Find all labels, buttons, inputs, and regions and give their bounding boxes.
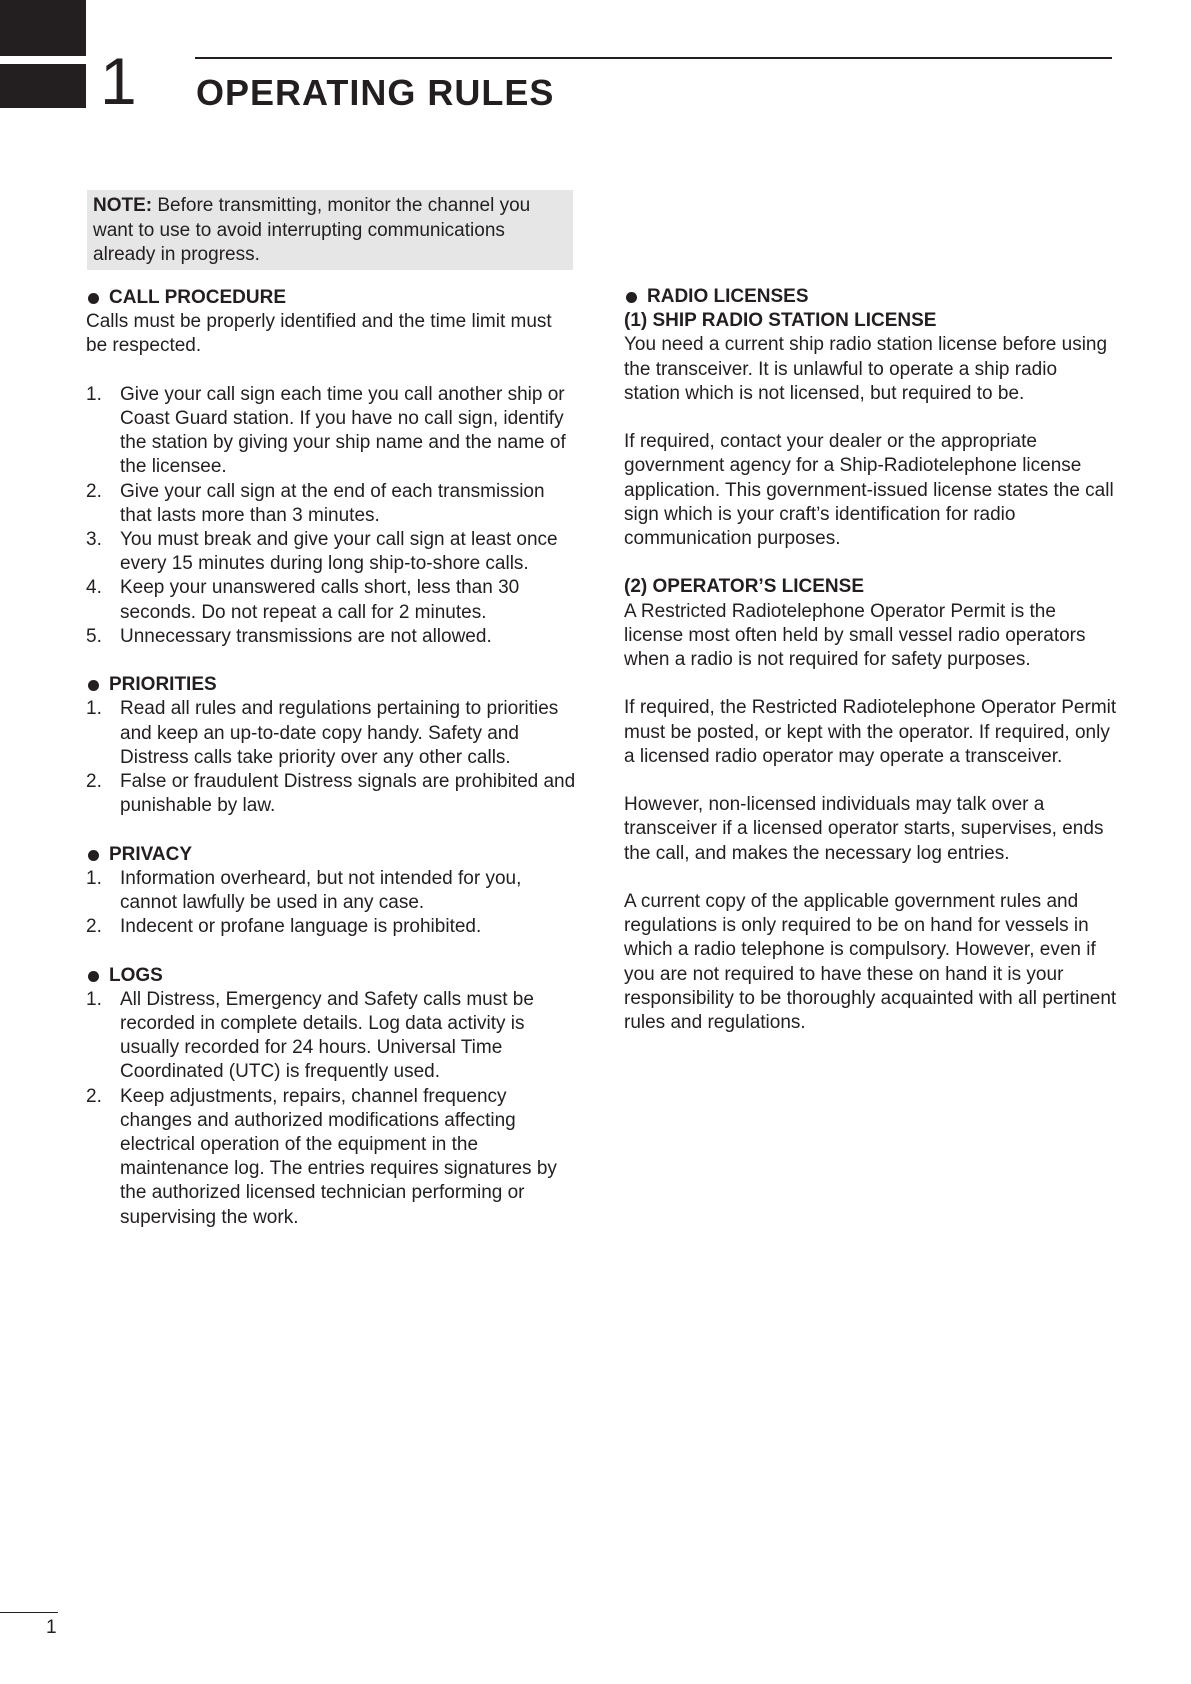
privacy-list [86,867,578,940]
call-procedure-list [86,383,578,649]
call-procedure-intro: Calls must be properly identified and the time limit must be respected. [86,311,552,357]
list-item: 2. Keep adjustments, repairs, channel frequency changes and authorized modifications affecting electrical operation of the equipment in the maintenance log. The entries requires signatures by the authorized licensed technician performing or supervising the work. [86,1085,557,1228]
paragraph: If required, contact your dealer or the appropriate government agency for a Ship-Radiotelephone license application. This government-issued license states the call sign which is your craft’s identification for radio communication purposes. [624,431,1114,550]
list-item: 2. Give your call sign at the end of each transmission that lasts more than 3 minutes. [86,480,545,526]
section-privacy [86,843,578,867]
paragraph: If required, the Restricted Radiotelephone Operator Permit must be posted, or kept with the operator. If required, only a licensed radio operator may operate a transceiver. [624,697,1117,767]
subsection-ship-license-title: (1) SHIP RADIO STATION LICENSE [624,310,937,332]
page-number: 1 [46,1617,57,1638]
section-call-procedure [86,286,578,310]
right-column [624,285,1118,1035]
section-priorities [86,673,578,697]
chapter-number: 1 [100,44,137,118]
section-title: LOGS [109,964,163,986]
list-item: 1. Give your call sign each time you call another ship or Coast Guard station. If you have no call sign, identify the station by giving your ship name and the name of the licensee. [86,383,566,478]
left-column [86,286,578,1230]
bullet-dot-icon [88,850,99,861]
page-title: OPERATING RULES [196,72,555,113]
bullet-dot-icon [626,292,637,303]
chapter-tab-top [0,0,86,56]
list-item: 4. Keep your unanswered calls short, less than 30 seconds. Do not repeat a call for 2 minutes. [86,577,520,623]
list-item: 2. False or fraudulent Distress signals are prohibited and punishable by law. [86,771,576,817]
list-item: 2. Indecent or profane language is prohibited. [86,916,482,938]
paragraph: A Restricted Radiotelephone Operator Permit is the license most often held by small vessel radio operators when a radio is not required for safety purposes. [624,600,1086,671]
note-box [87,190,573,270]
section-logs [86,964,578,988]
paragraph: However, non-licensed individuals may talk over a transceiver if a licensed operator starts, supervises, ends the call, and makes the necessary log entries. [624,794,1104,864]
list-item: 3. You must break and give your call sign at least once every 15 minutes during long ship-to-shore calls. [86,529,558,575]
section-title: PRIVACY [109,843,193,865]
priorities-list [86,697,578,818]
list-item: 5. Unnecessary transmissions are not allowed. [86,625,492,647]
section-title: RADIO LICENSES [647,286,809,307]
section-title: PRIORITIES [109,674,217,696]
section-title: CALL PROCEDURE [109,287,286,308]
list-item: 1. All Distress, Emergency and Safety calls must be recorded in complete details. Log data activity is usually recorded for 24 hours. Universal Time Coordinated (UTC) is frequently used. [86,988,534,1083]
section-radio-licenses [624,285,1118,309]
note-label: NOTE: [93,195,153,216]
list-item: 1. Read all rules and regulations pertaining to priorities and keep an up-to-date copy handy. Safety and Distress calls take priority over any other calls. [86,698,559,768]
bullet-dot-icon [88,680,99,691]
chapter-tab-bottom [0,64,86,108]
bullet-dot-icon [88,293,99,304]
logs-list [86,988,578,1230]
bullet-dot-icon [88,971,99,982]
note-text: Before transmitting, monitor the channel you want to use to avoid interrupting communications already in progress. [93,195,531,265]
footer-rule [0,1612,58,1613]
subsection-operator-license-title: (2) OPERATOR’S LICENSE [624,576,864,598]
paragraph: A current copy of the applicable government rules and regulations is only required to be on hand for vessels in which a radio telephone is compulsory. However, even if you are not required to have these on hand it is your responsibility to be thoroughly acquainted with all pertinent rules and regulations. [624,891,1117,1034]
header-rule [195,57,1112,59]
paragraph: You need a current ship radio station license before using the transceiver. It is unlawful to operate a ship radio station which is not licensed, but required to be. [624,334,1108,404]
list-item: 1. Information overheard, but not intended for you, cannot lawfully be used in any case. [86,867,522,914]
